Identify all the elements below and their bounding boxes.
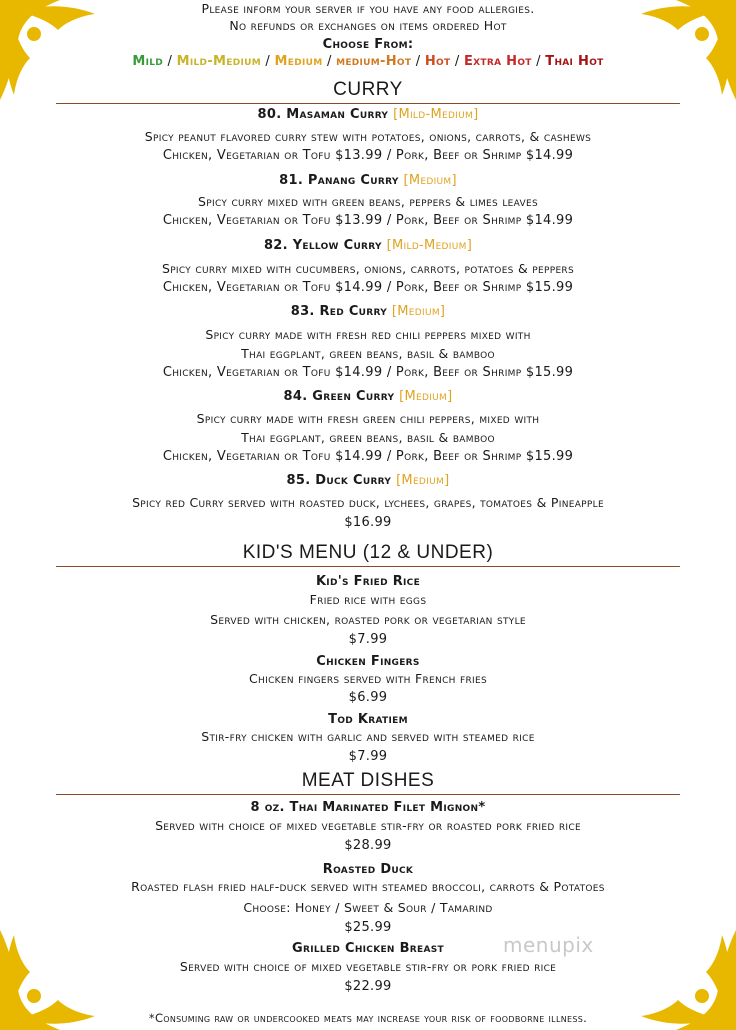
curry-item-name xyxy=(0,473,736,488)
spice-separator: / xyxy=(163,54,177,69)
curry-item-name xyxy=(0,107,736,122)
curry-item-description: Spicy peanut flavored curry stew with potatoes, onions, carrots, & cashews xyxy=(144,129,592,144)
spice-separator: / xyxy=(261,54,275,69)
meat-item-description: Roasted flash fried half-duck served with steamed broccoli, carrots & Potatoes xyxy=(131,879,605,894)
section-divider xyxy=(56,566,680,567)
kids-item-description: Stir-fry chicken with garlic and served with steamed rice xyxy=(201,729,535,744)
kids-item-price: $7.99 xyxy=(348,749,388,764)
kids-item-name: Chicken Fingers xyxy=(316,654,420,669)
section-title-meat: MEAT DISHES xyxy=(301,770,435,791)
kids-item-description: Chicken fingers served with French fries xyxy=(249,671,487,686)
foodborne-disclaimer: *Consuming raw or undercooked meats may increase your risk of foodborne illness. xyxy=(148,1011,588,1025)
curry-item-price: Chicken, Vegetarian or Tofu $13.99 / Pork, Beef or Shrimp $14.99 xyxy=(162,148,574,163)
curry-item-price: $16.99 xyxy=(344,515,392,530)
spice-separator: / xyxy=(322,54,337,69)
dish-name: 83. Red Curry xyxy=(290,304,392,319)
curry-item-description: Spicy curry made with fresh green chili peppers, mixed with xyxy=(196,411,540,426)
curry-item-price: Chicken, Vegetarian or Tofu $13.99 / Pork, Beef or Shrimp $14.99 xyxy=(162,213,574,228)
spice-level-0: Mild xyxy=(132,54,164,69)
spice-level-tag: [Medium] xyxy=(399,389,453,404)
section-title-curry: CURRY xyxy=(333,79,403,100)
kids-item-description: Fried rice with eggs xyxy=(309,592,427,607)
kids-item-description: Served with chicken, roasted pork or vegetarian style xyxy=(210,612,526,627)
dish-name: 84. Green Curry xyxy=(283,389,400,404)
curry-item-price: Chicken, Vegetarian or Tofu $14.99 / Pork, Beef or Shrimp $15.99 xyxy=(162,280,574,295)
section-title-kids: KID'S MENU (12 & UNDER) xyxy=(242,542,494,563)
kids-item-price: $7.99 xyxy=(348,632,388,647)
kids-item-name: Kid's Fried Rice xyxy=(315,574,421,589)
menupix-watermark: menupix xyxy=(503,933,594,957)
curry-item-description: Spicy red Curry served with roasted duck, lychees, grapes, tomatoes & Pineapple xyxy=(132,495,604,510)
spice-level-tag: [Medium] xyxy=(391,304,446,319)
spice-level-1: Mild-Medium xyxy=(176,54,261,69)
curry-item-description: Thai eggplant, green beans, basil & bamboo xyxy=(241,346,495,361)
curry-item-name xyxy=(0,389,736,404)
meat-item-name: Grilled Chicken Breast xyxy=(292,941,444,956)
choose-from-label: Choose From: xyxy=(322,37,414,52)
curry-item-name xyxy=(0,173,736,188)
spice-level-6: Thai Hot xyxy=(545,54,604,69)
spice-level-tag: [Mild-Medium] xyxy=(393,107,479,122)
spice-level-tag: [Mild-Medium] xyxy=(386,238,473,253)
curry-item-name xyxy=(0,238,736,253)
spice-level-2: Medium xyxy=(274,54,323,69)
curry-item-name xyxy=(0,304,736,319)
meat-item-description: Served with choice of mixed vegetable stir-fry or pork fried rice xyxy=(179,959,557,974)
curry-item-description: Spicy curry mixed with green beans, peppers & limes leaves xyxy=(198,194,538,209)
curry-item-description: Spicy curry mixed with cucumbers, onions, carrots, potatoes & peppers xyxy=(161,261,575,276)
spice-separator: / xyxy=(411,54,425,69)
dish-name: 80. Masaman Curry xyxy=(257,107,394,122)
curry-item-price: Chicken, Vegetarian or Tofu $14.99 / Pork, Beef or Shrimp $15.99 xyxy=(162,365,574,380)
meat-item-price: $28.99 xyxy=(344,838,392,853)
spice-separator: / xyxy=(450,54,464,69)
spice-level-4: Hot xyxy=(424,54,451,69)
spice-separator: / xyxy=(531,54,546,69)
curry-item-description: Spicy curry made with fresh red chili peppers mixed with xyxy=(205,327,531,342)
dish-name: 85. Duck Curry xyxy=(286,473,397,488)
refund-note: No refunds or exchanges on items ordered Hot xyxy=(229,18,507,33)
spice-level-3: medium-Hot xyxy=(336,54,412,69)
dish-name: 82. Yellow Curry xyxy=(263,238,387,253)
kids-item-name: Tod Kratiem xyxy=(328,712,408,727)
meat-item-description: Choose: Honey / Sweet & Sour / Tamarind xyxy=(243,900,493,915)
meat-item-price: $22.99 xyxy=(344,979,392,994)
spice-level-tag: [Medium] xyxy=(403,173,457,188)
curry-item-description: Thai eggplant, green beans, basil & bamboo xyxy=(241,430,495,445)
spice-level-tag: [Medium] xyxy=(396,473,450,488)
meat-item-name: Roasted Duck xyxy=(322,862,414,877)
section-divider xyxy=(56,794,680,795)
meat-item-price: $25.99 xyxy=(344,920,392,935)
meat-item-name: 8 oz. Thai Marinated Filet Mignon* xyxy=(250,800,486,815)
spice-level-legend xyxy=(0,54,736,69)
section-divider xyxy=(56,103,680,104)
allergy-note: Please inform your server if you have any food allergies. xyxy=(201,1,535,16)
meat-item-description: Served with choice of mixed vegetable stir-fry or roasted pork fried rice xyxy=(155,818,581,833)
curry-item-price: Chicken, Vegetarian or Tofu $14.99 / Pork, Beef or Shrimp $15.99 xyxy=(162,449,574,464)
dish-name: 81. Panang Curry xyxy=(279,173,404,188)
spice-level-5: Extra Hot xyxy=(464,54,532,69)
kids-item-price: $6.99 xyxy=(348,690,388,705)
